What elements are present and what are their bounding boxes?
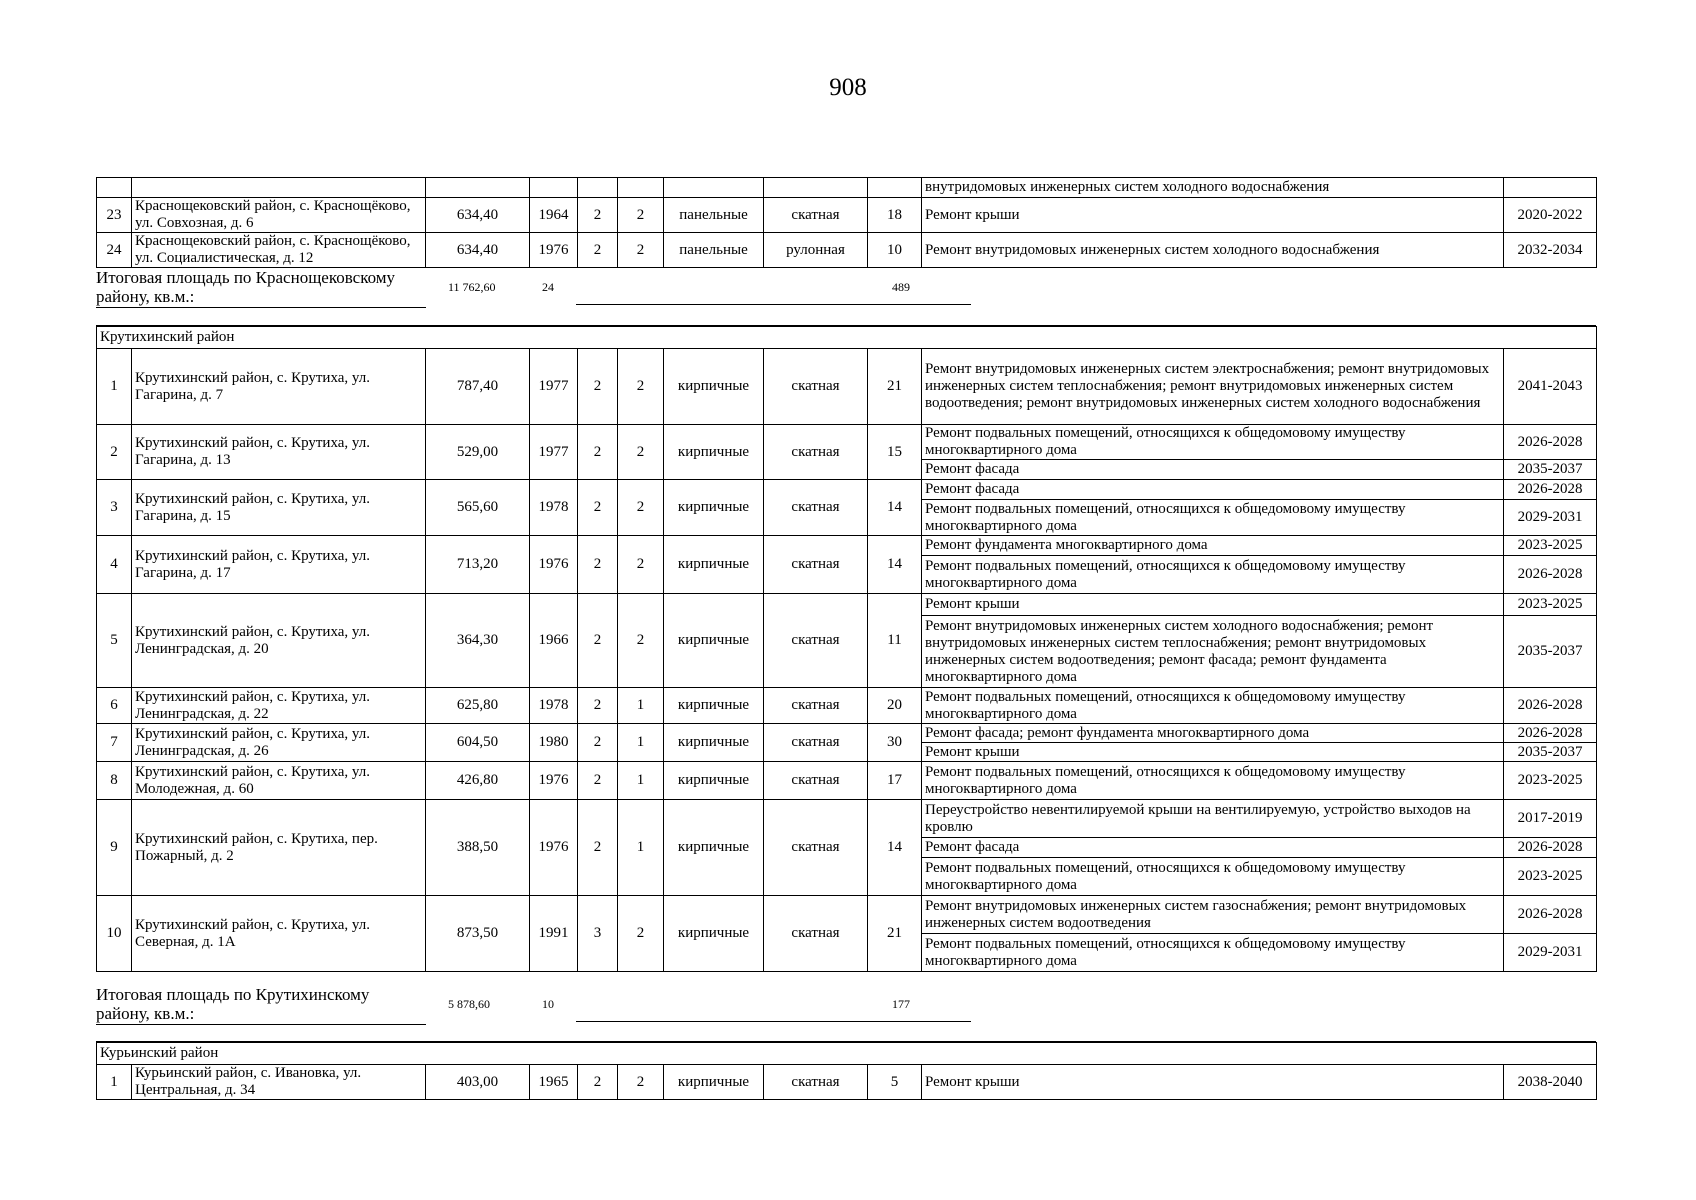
cell-residents: 11 [868,594,922,688]
cell-year: 1964 [530,198,578,233]
summary-krutikhinsky [96,985,1596,1025]
table-row [97,198,1597,233]
cell-floors: 2 [578,349,618,425]
cell-entrances: 1 [618,688,664,724]
cell-year: 1991 [530,896,578,972]
cell-walls: кирпичные [664,536,764,594]
cell-number: 24 [97,233,132,268]
cell-works: Ремонт крыши [922,594,1504,616]
cell-works: Ремонт фасада [922,460,1504,480]
cell-year: 1978 [530,688,578,724]
cell-works: Ремонт подвальных помещений, относящихся к общедомовому имуществу многоквартирного дома [922,556,1504,594]
summary-underline [576,304,971,305]
cell-number: 3 [97,480,132,536]
cell-floors: 2 [578,198,618,233]
cell-number: 7 [97,724,132,762]
cell-floors: 2 [578,425,618,480]
district-header-row [97,1043,1597,1065]
cell-year: 1976 [530,800,578,896]
cell-floors: 2 [578,724,618,762]
cell-number: 1 [97,349,132,425]
cell-address: Крутихинский район, с. Крутиха, ул. Северная, д. 1А [132,896,426,972]
cell-empty [132,178,426,198]
cell-period: 2032-2034 [1504,233,1597,268]
cell-residents: 14 [868,536,922,594]
cell-area: 625,80 [426,688,530,724]
district-title: Крутихинский район [97,327,1597,349]
cell-entrances: 1 [618,762,664,800]
cell-period: 2026-2028 [1504,688,1597,724]
cell-period: 2035-2037 [1504,743,1597,762]
cell-area: 565,60 [426,480,530,536]
cell-empty [578,178,618,198]
cell-year: 1980 [530,724,578,762]
cell-address: Крутихинский район, с. Крутиха, ул. Ленинградская, д. 20 [132,594,426,688]
cell-floors: 2 [578,800,618,896]
cell-period: 2035-2037 [1504,616,1597,688]
cell-number: 8 [97,762,132,800]
cell-works: Переустройство невентилируемой крыши на вентилируемую, устройство выходов на кровлю [922,800,1504,838]
summary-residents: 489 [892,280,910,294]
cell-roof: скатная [764,724,868,762]
cell-address: Курьинский район, с. Ивановка, ул. Центральная, д. 34 [132,1065,426,1100]
table-row [97,896,1597,934]
table-row [97,762,1597,800]
cell-roof: скатная [764,800,868,896]
table-krasnoshchekovsky [96,177,1597,268]
cell-roof: скатная [764,480,868,536]
cell-works: Ремонт внутридомовых инженерных систем газоснабжения; ремонт внутридомовых инженерных систем водоотведения [922,896,1504,934]
cell-entrances: 1 [618,800,664,896]
cell-empty [618,178,664,198]
cell-works: Ремонт фасада; ремонт фундамента многоквартирного дома [922,724,1504,743]
cell-walls: кирпичные [664,896,764,972]
cell-number: 23 [97,198,132,233]
table-row [97,724,1597,743]
table-row-continuation [97,178,1597,198]
cell-entrances: 2 [618,233,664,268]
cell-roof: скатная [764,425,868,480]
summary-label: Итоговая площадь по Краснощековскому району, кв.м.: [96,268,426,308]
cell-entrances: 2 [618,1065,664,1100]
cell-floors: 2 [578,536,618,594]
cell-works: Ремонт подвальных помещений, относящихся к общедомовому имуществу многоквартирного дома [922,934,1504,972]
cell-entrances: 2 [618,536,664,594]
cell-residents: 14 [868,480,922,536]
cell-area: 713,20 [426,536,530,594]
cell-empty [664,178,764,198]
cell-area: 634,40 [426,198,530,233]
table-row [97,536,1597,556]
cell-residents: 17 [868,762,922,800]
cell-address: Крутихинский район, с. Крутиха, ул. Гагарина, д. 17 [132,536,426,594]
cell-walls: кирпичные [664,480,764,536]
page-number: 908 [829,74,867,101]
cell-floors: 2 [578,1065,618,1100]
cell-year: 1976 [530,762,578,800]
cell-walls: кирпичные [664,724,764,762]
cell-entrances: 2 [618,198,664,233]
cell-number: 5 [97,594,132,688]
cell-number: 4 [97,536,132,594]
table-row [97,233,1597,268]
cell-period: 2026-2028 [1504,480,1597,500]
summary-area: 11 762,60 [448,280,496,294]
cell-year: 1976 [530,536,578,594]
cell-empty [764,178,868,198]
cell-floors: 2 [578,688,618,724]
summary-underline [576,1021,971,1022]
cell-empty [426,178,530,198]
summary-area: 5 878,60 [448,997,490,1011]
cell-period: 2026-2028 [1504,838,1597,858]
cell-works: Ремонт фасада [922,480,1504,500]
cell-empty [868,178,922,198]
cell-roof: скатная [764,594,868,688]
cell-address: Крутихинский район, с. Крутиха, ул. Ленинградская, д. 26 [132,724,426,762]
cell-period: 2029-2031 [1504,500,1597,536]
cell-empty [97,178,132,198]
cell-entrances: 2 [618,349,664,425]
cell-area: 403,00 [426,1065,530,1100]
cell-works: Ремонт крыши [922,743,1504,762]
cell-works: Ремонт подвальных помещений, относящихся к общедомовому имуществу многоквартирного дома [922,425,1504,460]
cell-address: Крутихинский район, с. Крутиха, ул. Гагарина, д. 7 [132,349,426,425]
table-row [97,688,1597,724]
cell-period: 2026-2028 [1504,425,1597,460]
summary-krasnoshchekovsky [96,268,1596,308]
cell-number: 1 [97,1065,132,1100]
table-kuryinsky [96,1042,1597,1100]
cell-walls: кирпичные [664,762,764,800]
cell-roof: скатная [764,1065,868,1100]
summary-count: 10 [542,997,554,1011]
cell-entrances: 2 [618,896,664,972]
cell-walls: панельные [664,198,764,233]
cell-period: 2041-2043 [1504,349,1597,425]
cell-walls: панельные [664,233,764,268]
cell-floors: 2 [578,762,618,800]
cell-works: Ремонт фундамента многоквартирного дома [922,536,1504,556]
cell-residents: 21 [868,349,922,425]
cell-address: Крутихинский район, с. Крутиха, ул. Гагарина, д. 15 [132,480,426,536]
cell-roof: скатная [764,762,868,800]
cell-address: Крутихинский район, с. Крутиха, пер. Пожарный, д. 2 [132,800,426,896]
cell-works: Ремонт крыши [922,1065,1504,1100]
cell-address: Крутихинский район, с. Крутиха, ул. Гагарина, д. 13 [132,425,426,480]
cell-roof: рулонная [764,233,868,268]
cell-roof: скатная [764,536,868,594]
cell-roof: скатная [764,688,868,724]
cell-area: 529,00 [426,425,530,480]
cell-empty [530,178,578,198]
cell-residents: 5 [868,1065,922,1100]
cell-floors: 2 [578,480,618,536]
cell-works: Ремонт подвальных помещений, относящихся к общедомовому имуществу многоквартирного дома [922,858,1504,896]
cell-entrances: 2 [618,480,664,536]
cell-roof: скатная [764,896,868,972]
cell-walls: кирпичные [664,1065,764,1100]
cell-works: Ремонт подвальных помещений, относящихся к общедомовому имуществу многоквартирного дома [922,688,1504,724]
cell-year: 1977 [530,349,578,425]
summary-residents: 177 [892,997,910,1011]
table-krutikhinsky [96,326,1597,972]
cell-works-continuation: внутридомовых инженерных систем холодного водоснабжения [922,178,1504,198]
cell-area: 426,80 [426,762,530,800]
cell-area: 388,50 [426,800,530,896]
cell-period: 2026-2028 [1504,556,1597,594]
cell-period: 2023-2025 [1504,858,1597,896]
cell-works: Ремонт внутридомовых инженерных систем электроснабжения; ремонт внутридомовых инженерных систем теплоснабжения; ремонт внутридомовых инженерных систем водоотведения; ремонт внутридомовых инженерных систем холодного водоснабжения [922,349,1504,425]
cell-period: 2035-2037 [1504,460,1597,480]
cell-year: 1978 [530,480,578,536]
cell-residents: 14 [868,800,922,896]
cell-residents: 10 [868,233,922,268]
cell-roof: скатная [764,198,868,233]
table-row [97,594,1597,616]
cell-works: Ремонт крыши [922,198,1504,233]
cell-area: 873,50 [426,896,530,972]
cell-residents: 20 [868,688,922,724]
cell-residents: 30 [868,724,922,762]
cell-year: 1965 [530,1065,578,1100]
cell-walls: кирпичные [664,688,764,724]
cell-period: 2026-2028 [1504,724,1597,743]
cell-period: 2026-2028 [1504,896,1597,934]
cell-entrances: 2 [618,425,664,480]
cell-residents: 18 [868,198,922,233]
cell-roof: скатная [764,349,868,425]
cell-number: 2 [97,425,132,480]
cell-period: 2023-2025 [1504,536,1597,556]
cell-number: 6 [97,688,132,724]
cell-works: Ремонт подвальных помещений, относящихся к общедомовому имуществу многоквартирного дома [922,762,1504,800]
cell-address: Крутихинский район, с. Крутиха, ул. Молодежная, д. 60 [132,762,426,800]
cell-number: 10 [97,896,132,972]
cell-walls: кирпичные [664,349,764,425]
cell-residents: 21 [868,896,922,972]
table-row [97,480,1597,500]
cell-period: 2023-2025 [1504,762,1597,800]
cell-address: Краснощековский район, с. Краснощёково, ул. Совхозная, д. 6 [132,198,426,233]
cell-works: Ремонт подвальных помещений, относящихся к общедомовому имуществу многоквартирного дома [922,500,1504,536]
cell-empty [1504,178,1597,198]
cell-floors: 2 [578,233,618,268]
cell-address: Крутихинский район, с. Крутиха, ул. Ленинградская, д. 22 [132,688,426,724]
cell-floors: 2 [578,594,618,688]
cell-area: 604,50 [426,724,530,762]
cell-area: 787,40 [426,349,530,425]
district-title: Курьинский район [97,1043,1597,1065]
table-row [97,425,1597,460]
cell-period: 2017-2019 [1504,800,1597,838]
cell-works: Ремонт внутридомовых инженерных систем холодного водоснабжения [922,233,1504,268]
district-header-row [97,327,1597,349]
summary-label: Итоговая площадь по Крутихинскому району, кв.м.: [96,985,426,1025]
cell-period: 2023-2025 [1504,594,1597,616]
cell-year: 1976 [530,233,578,268]
cell-walls: кирпичные [664,594,764,688]
cell-period: 2029-2031 [1504,934,1597,972]
cell-period: 2020-2022 [1504,198,1597,233]
table-row [97,349,1597,425]
cell-works: Ремонт фасада [922,838,1504,858]
cell-residents: 15 [868,425,922,480]
cell-walls: кирпичные [664,425,764,480]
cell-year: 1966 [530,594,578,688]
cell-number: 9 [97,800,132,896]
cell-works: Ремонт внутридомовых инженерных систем холодного водоснабжения; ремонт внутридомовых инженерных систем теплоснабжения; ремонт внутридомовых инженерных систем водоотведения; ремонт фасада; ремонт фундамента многоквартирного дома [922,616,1504,688]
cell-entrances: 1 [618,724,664,762]
cell-walls: кирпичные [664,800,764,896]
cell-year: 1977 [530,425,578,480]
cell-area: 364,30 [426,594,530,688]
cell-period: 2038-2040 [1504,1065,1597,1100]
cell-address: Краснощековский район, с. Краснощёково, ул. Социалистическая, д. 12 [132,233,426,268]
table-row [97,1065,1597,1100]
cell-area: 634,40 [426,233,530,268]
table-row [97,800,1597,838]
summary-count: 24 [542,280,554,294]
cell-floors: 3 [578,896,618,972]
cell-entrances: 2 [618,594,664,688]
